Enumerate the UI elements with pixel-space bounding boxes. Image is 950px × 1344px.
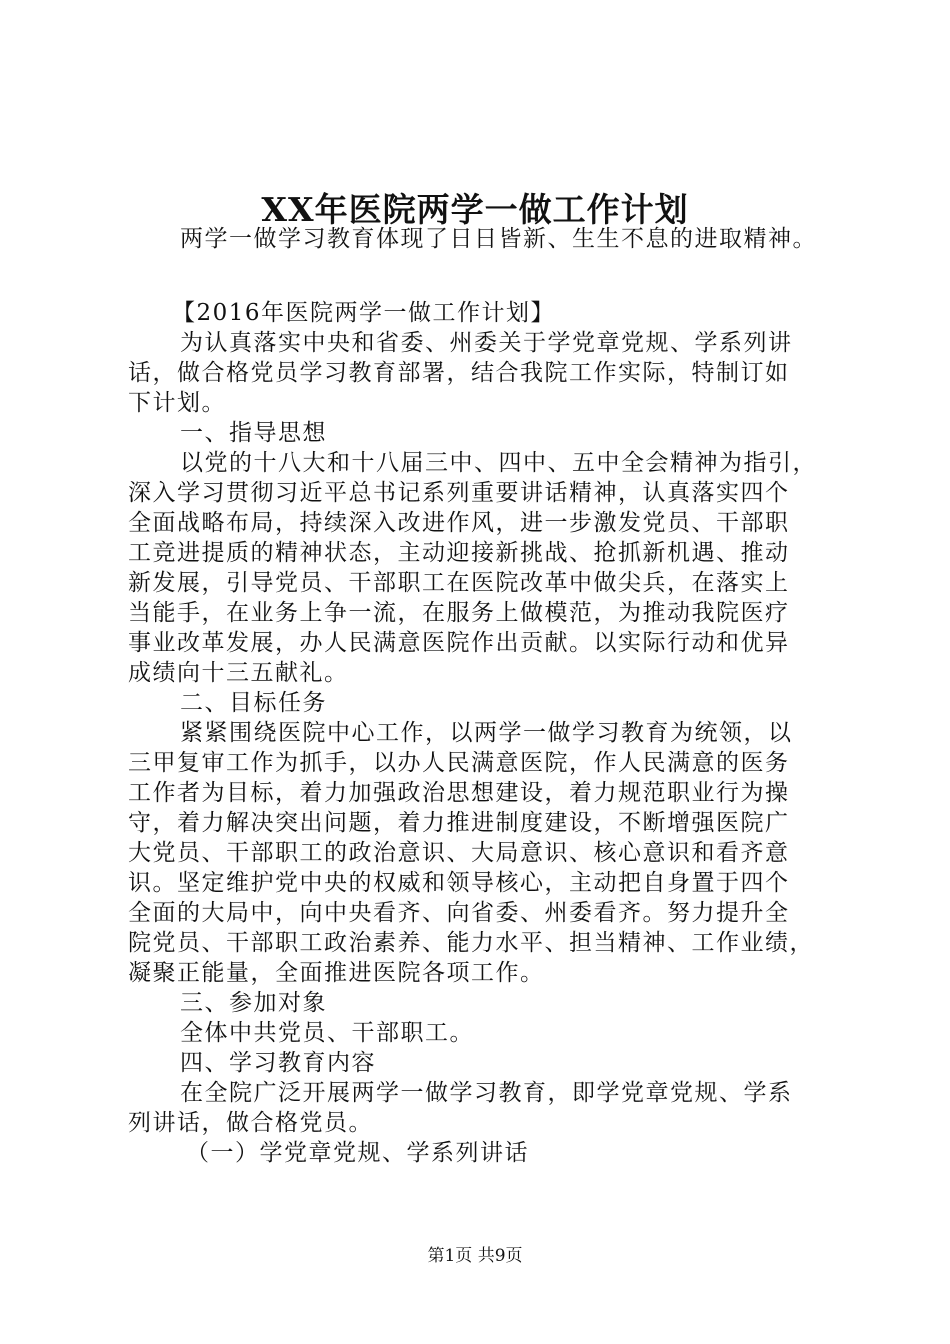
section-heading: 四、学习教育内容	[180, 1050, 376, 1076]
paragraph-line: 大党员、干部职工的政治意识、大局意识、核心意识和看齐意	[128, 840, 790, 866]
paragraph-line: 为认真落实中央和省委、州委关于学党章党规、学系列讲	[180, 330, 793, 356]
paragraph-line: 列讲话，做合格党员。	[128, 1110, 373, 1136]
paragraph-line: 紧紧围绕医院中心工作，以两学一做学习教育为统领，以	[180, 720, 793, 746]
section-heading: 一、指导思想	[180, 420, 327, 446]
paragraph-line: 成绩向十三五献礼。	[128, 660, 349, 686]
paragraph-line: 深入学习贯彻习近平总书记系列重要讲话精神，认真落实四个	[128, 480, 790, 506]
paragraph-line: 全体中共党员、干部职工。	[180, 1020, 474, 1046]
paragraph-line: 新发展，引导党员、干部职工在医院改革中做尖兵，在落实上	[128, 570, 790, 596]
paragraph-line: 当能手，在业务上争一流，在服务上做模范，为推动我院医疗	[128, 600, 790, 626]
paragraph-line: 工竞进提质的精神状态，主动迎接新挑战、抢抓新机遇、推动	[128, 540, 790, 566]
paragraph-line: 识。坚定维护党中央的权威和领导核心，主动把自身置于四个	[128, 870, 790, 896]
paragraph-line: 全面的大局中，向中央看齐、向省委、州委看齐。努力提升全	[128, 900, 790, 926]
page-footer: 第1页 共9页	[427, 1246, 523, 1266]
paragraph-line: 院党员、干部职工政治素养、能力水平、担当精神、工作业绩，	[128, 930, 814, 956]
paragraph-line: 下计划。	[128, 390, 226, 416]
subsection-heading: （一）学党章党规、学系列讲话	[186, 1140, 529, 1166]
plan-heading: 【2016年医院两学一做工作计划】	[172, 300, 556, 326]
section-heading: 二、目标任务	[180, 690, 327, 716]
document-title: XX年医院两学一做工作计划	[261, 190, 689, 229]
paragraph-line: 工作者为目标，着力加强政治思想建设，着力规范职业行为操	[128, 780, 790, 806]
paragraph-line: 三甲复审工作为抓手，以办人民满意医院，作人民满意的医务	[128, 750, 790, 776]
section-heading: 三、参加对象	[180, 990, 327, 1016]
paragraph-line: 守，着力解决突出问题，着力推进制度建设，不断增强医院广	[128, 810, 790, 836]
paragraph-line: 在全院广泛开展两学一做学习教育，即学党章党规、学系	[180, 1080, 793, 1106]
paragraph-line: 以党的十八大和十八届三中、四中、五中全会精神为指引，	[180, 450, 817, 476]
intro-line: 两学一做学习教育体现了日日皆新、生生不息的进取精神。	[180, 226, 817, 252]
paragraph-line: 事业改革发展，办人民满意医院作出贡献。以实际行动和优异	[128, 630, 790, 656]
paragraph-line: 凝聚正能量，全面推进医院各项工作。	[128, 960, 545, 986]
paragraph-line: 全面战略布局，持续深入改进作风，进一步激发党员、干部职	[128, 510, 790, 536]
paragraph-line: 话，做合格党员学习教育部署，结合我院工作实际，特制订如	[128, 360, 790, 386]
